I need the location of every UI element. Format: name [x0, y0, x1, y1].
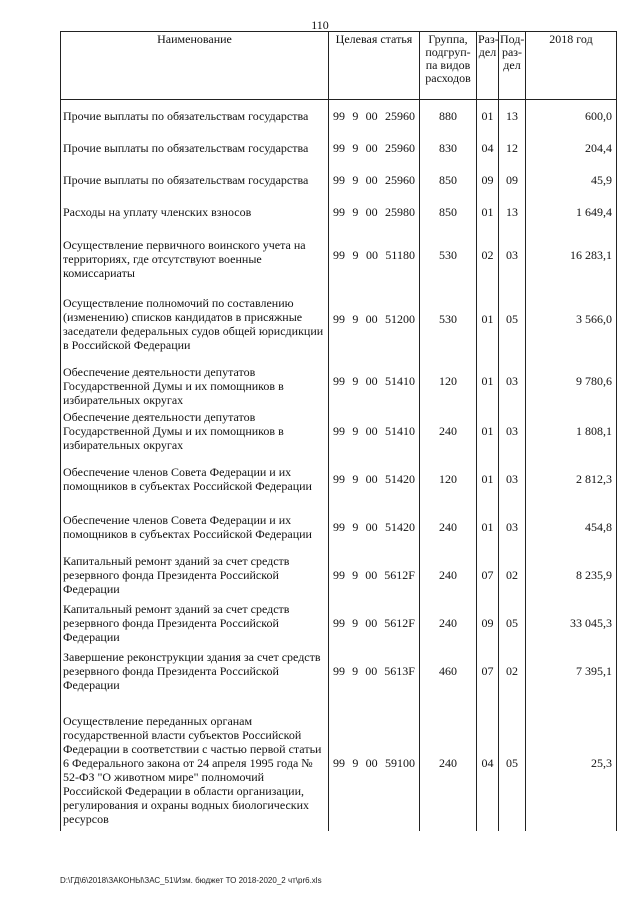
target-code-part: 9	[352, 204, 359, 219]
row-razdel: 01	[477, 100, 499, 132]
table-header-row	[61, 32, 617, 100]
row-group: 850	[420, 196, 477, 228]
target-code-part: 9	[352, 311, 359, 326]
row-amount: 7 395,1	[526, 647, 617, 695]
row-name: Обеспечение деятельности депутатов Государственной Думы и их помощников в избирательных округах	[61, 355, 329, 407]
target-code-part: 9	[352, 140, 359, 155]
target-code-part: 99	[333, 519, 345, 534]
target-code-part: 9	[352, 663, 359, 678]
table-row	[61, 551, 617, 599]
header-name: Наименование	[61, 32, 329, 100]
row-group: 240	[420, 551, 477, 599]
row-target-code	[329, 196, 420, 228]
target-code-part: 59100	[384, 755, 415, 770]
row-amount: 600,0	[526, 100, 617, 132]
table-row	[61, 228, 617, 283]
row-podrazdel: 03	[499, 503, 526, 551]
row-name: Завершение реконструкции здания за счет средств резервного фонда Президента Российской Федерации	[61, 647, 329, 695]
target-code-part: 99	[333, 373, 345, 388]
header-razdel: Раз-дел	[477, 32, 499, 100]
page-number: 110	[311, 18, 329, 32]
row-target-code	[329, 503, 420, 551]
row-name: Прочие выплаты по обязательствам государства	[61, 132, 329, 164]
table-row	[61, 132, 617, 164]
row-podrazdel: 09	[499, 164, 526, 196]
row-group: 240	[420, 503, 477, 551]
header-amount: 2018 год	[526, 32, 617, 100]
target-code-part: 99	[333, 423, 345, 438]
row-razdel: 09	[477, 599, 499, 647]
row-razdel: 01	[477, 196, 499, 228]
row-target-code	[329, 100, 420, 132]
target-code-part: 00	[365, 204, 378, 219]
row-target-code	[329, 164, 420, 196]
row-podrazdel: 05	[499, 695, 526, 831]
target-code-part: 00	[365, 140, 378, 155]
row-group: 240	[420, 695, 477, 831]
row-target-code	[329, 355, 420, 407]
row-razdel: 01	[477, 455, 499, 503]
target-code-part: 00	[365, 567, 378, 582]
row-amount: 16 283,1	[526, 228, 617, 283]
target-code-part: 9	[352, 567, 359, 582]
row-podrazdel: 02	[499, 647, 526, 695]
target-code-part: 00	[365, 248, 378, 262]
row-group: 850	[420, 164, 477, 196]
row-name: Капитальный ремонт зданий за счет средств резервного фонда Президента Российской Федерации	[61, 551, 329, 599]
row-target-code	[329, 599, 420, 647]
table-row	[61, 647, 617, 695]
target-code-part: 5612F	[384, 567, 415, 582]
row-target-code	[329, 647, 420, 695]
row-group: 530	[420, 228, 477, 283]
row-razdel: 02	[477, 228, 499, 283]
table-row	[61, 503, 617, 551]
target-code-part: 99	[333, 140, 345, 155]
target-code-part: 9	[352, 172, 359, 187]
target-code-part: 9	[352, 423, 359, 438]
row-podrazdel: 03	[499, 407, 526, 455]
table-row	[61, 100, 617, 132]
row-amount: 8 235,9	[526, 551, 617, 599]
row-razdel: 04	[477, 132, 499, 164]
header-group: Группа, подгруп-па видов расходов	[420, 32, 477, 100]
target-code-part: 9	[352, 471, 359, 486]
target-code-part: 99	[333, 311, 345, 326]
target-code-part: 99	[333, 108, 345, 123]
row-podrazdel: 03	[499, 455, 526, 503]
row-name: Обеспечение членов Совета Федерации и их помощников в субъектах Российской Федерации	[61, 455, 329, 503]
row-podrazdel: 03	[499, 228, 526, 283]
table-row	[61, 599, 617, 647]
target-code-part: 25960	[384, 140, 415, 155]
target-code-part: 00	[365, 755, 378, 770]
row-amount: 33 045,3	[526, 599, 617, 647]
row-target-code	[329, 407, 420, 455]
row-amount: 1 649,4	[526, 196, 617, 228]
row-podrazdel: 03	[499, 355, 526, 407]
target-code-part: 99	[333, 567, 345, 582]
row-razdel: 09	[477, 164, 499, 196]
row-name: Расходы на уплату членских взносов	[61, 196, 329, 228]
table-row	[61, 695, 617, 831]
target-code-part: 51410	[384, 423, 415, 438]
target-code-part: 99	[333, 663, 345, 678]
target-code-part: 00	[365, 108, 378, 123]
row-amount: 2 812,3	[526, 455, 617, 503]
row-podrazdel: 13	[499, 100, 526, 132]
row-razdel: 01	[477, 355, 499, 407]
target-code-part: 00	[365, 519, 378, 534]
row-group: 530	[420, 283, 477, 355]
table-row	[61, 196, 617, 228]
row-amount: 1 808,1	[526, 407, 617, 455]
row-razdel: 07	[477, 647, 499, 695]
row-name: Осуществление переданных органам государственной власти субъектов Российской Федерации в соответствии с частью первой статьи 6 Федерального закона от 24 апреля 1995 года № 52-ФЗ "О животном мире" полномочий Российской Федерации в области организации, регулирования и охраны водных биологических ресурсов	[61, 695, 329, 831]
row-name: Прочие выплаты по обязательствам государства	[61, 164, 329, 196]
row-razdel: 01	[477, 283, 499, 355]
target-code-part: 00	[365, 373, 378, 388]
row-group: 460	[420, 647, 477, 695]
target-code-part: 25980	[384, 204, 415, 219]
target-code-part: 9	[352, 248, 359, 262]
row-target-code	[329, 551, 420, 599]
row-group: 240	[420, 599, 477, 647]
row-podrazdel: 02	[499, 551, 526, 599]
row-amount: 454,8	[526, 503, 617, 551]
row-razdel: 04	[477, 695, 499, 831]
target-code-part: 51180	[385, 248, 415, 262]
target-code-part: 9	[352, 519, 359, 534]
row-amount: 25,3	[526, 695, 617, 831]
target-code-part: 9	[352, 615, 359, 630]
target-code-part: 51420	[384, 471, 415, 486]
target-code-part: 00	[365, 663, 378, 678]
table-row	[61, 283, 617, 355]
target-code-part: 5612F	[384, 615, 415, 630]
row-group: 830	[420, 132, 477, 164]
row-name: Обеспечение деятельности депутатов Государственной Думы и их помощников в избирательных округах	[61, 407, 329, 455]
target-code-part: 99	[333, 615, 345, 630]
header-podrazdel: Под-раз-дел	[499, 32, 526, 100]
target-code-part: 51410	[384, 373, 415, 388]
row-amount: 204,4	[526, 132, 617, 164]
target-code-part: 25960	[384, 172, 415, 187]
row-group: 120	[420, 455, 477, 503]
row-amount: 45,9	[526, 164, 617, 196]
target-code-part: 9	[352, 373, 359, 388]
row-group: 880	[420, 100, 477, 132]
row-name: Прочие выплаты по обязательствам государства	[61, 100, 329, 132]
row-group: 240	[420, 407, 477, 455]
budget-table	[60, 31, 617, 831]
target-code-part: 25960	[384, 108, 415, 123]
target-code-part: 00	[365, 615, 378, 630]
target-code-part: 51200	[384, 311, 415, 326]
table-row	[61, 355, 617, 407]
target-code-part: 99	[333, 204, 345, 219]
row-target-code	[329, 695, 420, 831]
row-target-code	[329, 132, 420, 164]
row-target-code	[329, 283, 420, 355]
table-row	[61, 407, 617, 455]
file-path-footer: D:\ГД\6\2018\ЗАКОНЫ\ЗАС_51\Изм. бюджет ТО 2018-2020_2 чт\pr6.xls	[60, 876, 322, 885]
row-podrazdel: 05	[499, 599, 526, 647]
row-target-code	[329, 455, 420, 503]
row-podrazdel: 12	[499, 132, 526, 164]
target-code-part: 00	[365, 471, 378, 486]
row-target-code	[329, 228, 420, 283]
target-code-part: 9	[352, 108, 359, 123]
target-code-part: 99	[333, 172, 345, 187]
table-body	[61, 100, 617, 831]
target-code-part: 99	[333, 471, 345, 486]
row-razdel: 01	[477, 407, 499, 455]
row-podrazdel: 13	[499, 196, 526, 228]
target-code-part: 99	[333, 248, 345, 262]
row-group: 120	[420, 355, 477, 407]
row-amount: 9 780,6	[526, 355, 617, 407]
row-amount: 3 566,0	[526, 283, 617, 355]
row-name: Осуществление полномочий по составлению (изменению) списков кандидатов в присяжные заседатели федеральных судов общей юрисдикции в Российской Федерации	[61, 283, 329, 355]
row-name: Обеспечение членов Совета Федерации и их помощников в субъектах Российской Федерации	[61, 503, 329, 551]
target-code-part: 99	[333, 755, 345, 770]
row-name: Капитальный ремонт зданий за счет средств резервного фонда Президента Российской Федерации	[61, 599, 329, 647]
row-razdel: 07	[477, 551, 499, 599]
target-code-part: 9	[352, 755, 359, 770]
target-code-part: 51420	[384, 519, 415, 534]
target-code-part: 00	[365, 423, 378, 438]
table-row	[61, 164, 617, 196]
table-row	[61, 455, 617, 503]
row-podrazdel: 05	[499, 283, 526, 355]
row-razdel: 01	[477, 503, 499, 551]
header-target: Целевая статья	[329, 32, 420, 100]
target-code-part: 00	[365, 311, 378, 326]
target-code-part: 00	[365, 172, 378, 187]
row-name: Осуществление первичного воинского учета на территориях, где отсутствуют военные комиссариаты	[61, 228, 329, 283]
target-code-part: 5613F	[384, 663, 415, 678]
